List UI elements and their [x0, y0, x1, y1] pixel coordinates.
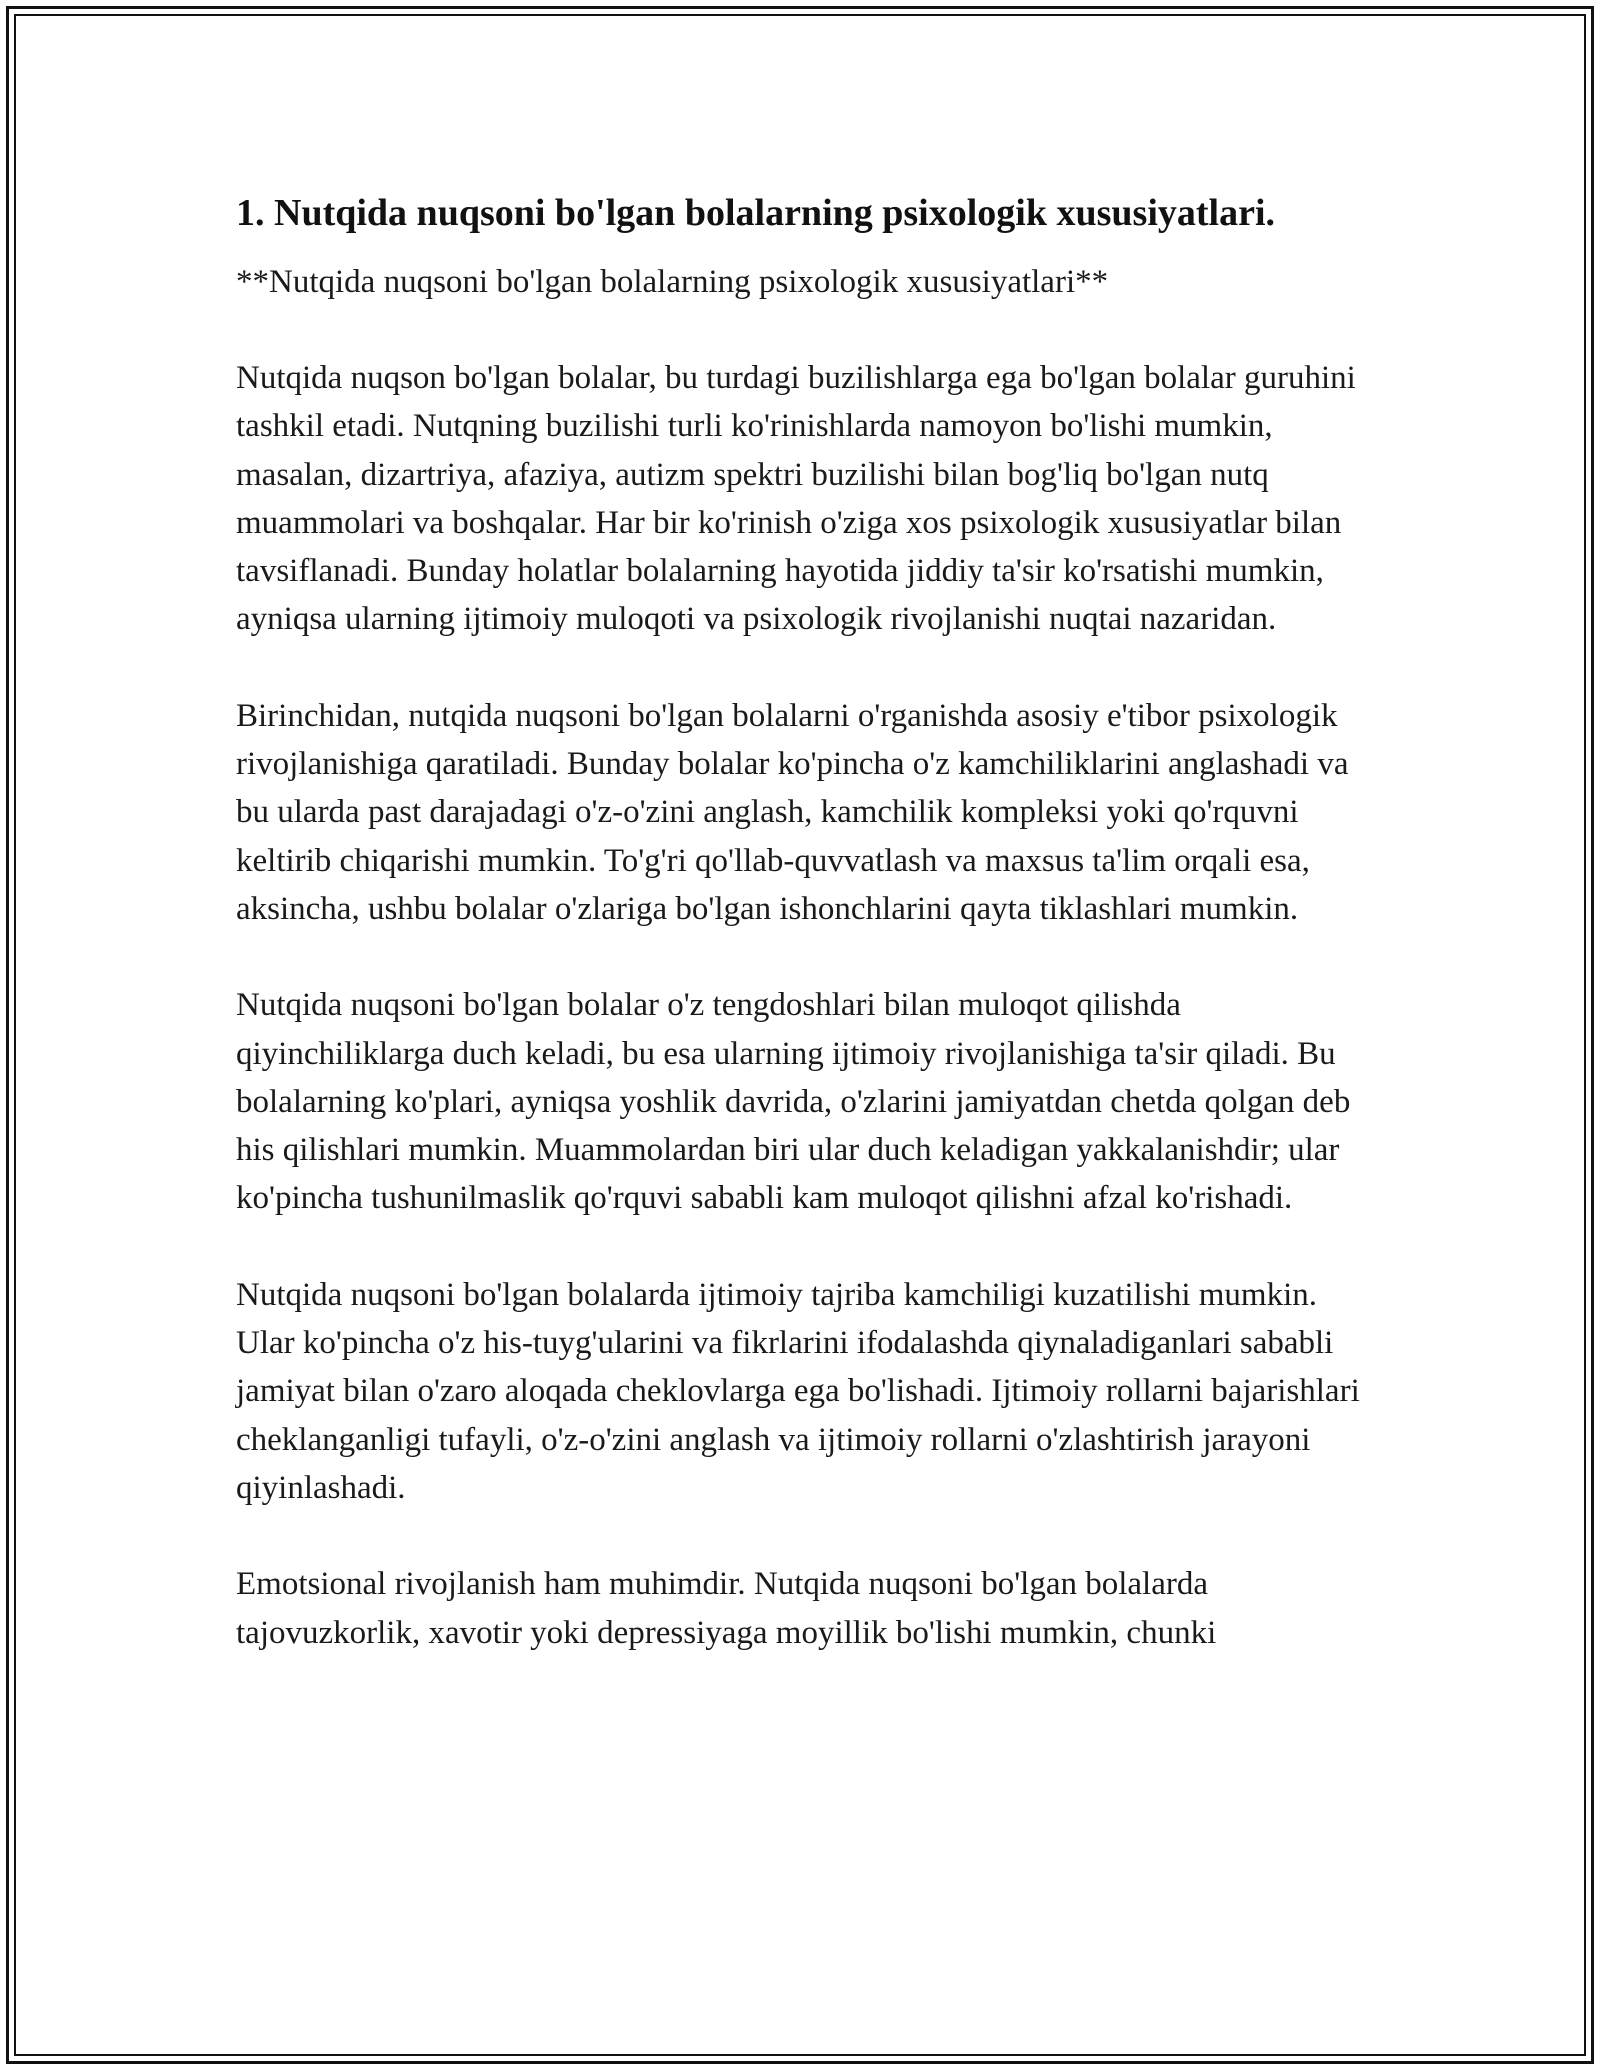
paragraph-3: Nutqida nuqsoni bo'lgan bolalar o'z tengdoshlari bilan muloqot qilishda qiyinchiliklarga duch keladi, bu esa ularning ijtimoiy rivojlanishiga ta'sir qiladi. Bu bolalarning ko'plari, ayniqsa yoshlik davrida, o'zlarini jamiyatdan chetda qolgan deb his qilishlari mumkin. Muammolardan biri ular duch keladigan yakkalanishdir; ular ko'pincha tushunilmaslik qo'rquvi sababli kam muloqot qilishni afzal ko'rishadi. — [236, 987, 1351, 1217]
document-subtitle: **Nutqida nuqsoni bo'lgan bolalarning psixologik xususiyatlari** — [236, 264, 1109, 300]
document-title: 1. Nutqida nuqsoni bo'lgan bolalarning psixologik xususiyatlari. — [236, 192, 1276, 234]
paragraph-4: Nutqida nuqsoni bo'lgan bolalarda ijtimoiy tajriba kamchiligi kuzatilishi mumkin. Ular ko'pincha o'z his-tuyg'ularini va fikrlarini ifodalashda qiynaladiganlari sababli jamiyat bilan o'zaro aloqada cheklovlarga ega bo'lishadi. Ijtimoiy rollarni bajarishlari cheklanganligi tufayli, o'z-o'zini anglash va ijtimoiy rollarni o'zlashtirish jarayoni qiyinlashadi. — [236, 1276, 1360, 1506]
paragraph-1: Nutqida nuqson bo'lgan bolalar, bu turdagi buzilishlarga ega bo'lgan bolalar guruhini tashkil etadi. Nutqning buzilishi turli ko'rinishlarda namoyon bo'lishi mumkin, masalan, dizartriya, afaziya, autizm spektri buzilishi bilan bog'liq bo'lgan nutq muammolari va boshqalar. Har bir ko'rinish o'ziga xos psixologik xususiyatlar bilan tavsiflanadi. Bunday holatlar bolalarning hayotida jiddiy ta'sir ko'rsatishi mumkin, ayniqsa ularning ijtimoiy muloqoti va psixologik rivojlanishi nuqtai nazaridan. — [236, 360, 1356, 638]
document-body — [236, 186, 1366, 1705]
paragraph-5: Emotsional rivojlanish ham muhimdir. Nutqida nuqsoni bo'lgan bolalarda tajovuzkorlik, xavotir yoki depressiyaga moyillik bo'lishi mumkin, chunki — [236, 1566, 1217, 1651]
paragraph-2: Birinchidan, nutqida nuqsoni bo'lgan bolalarni o'rganishda asosiy e'tibor psixologik rivojlanishiga qaratiladi. Bunday bolalar ko'pincha o'z kamchiliklarini anglashadi va bu ularda past darajadagi o'z-o'zini anglash, kamchilik kompleksi yoki qo'rquvni keltirib chiqarishi mumkin. To'g'ri qo'llab-quvvatlash va maxsus ta'lim orqali esa, aksincha, ushbu bolalar o'zlariga bo'lgan ishonchlarini qayta tiklashlari mumkin. — [236, 697, 1349, 927]
